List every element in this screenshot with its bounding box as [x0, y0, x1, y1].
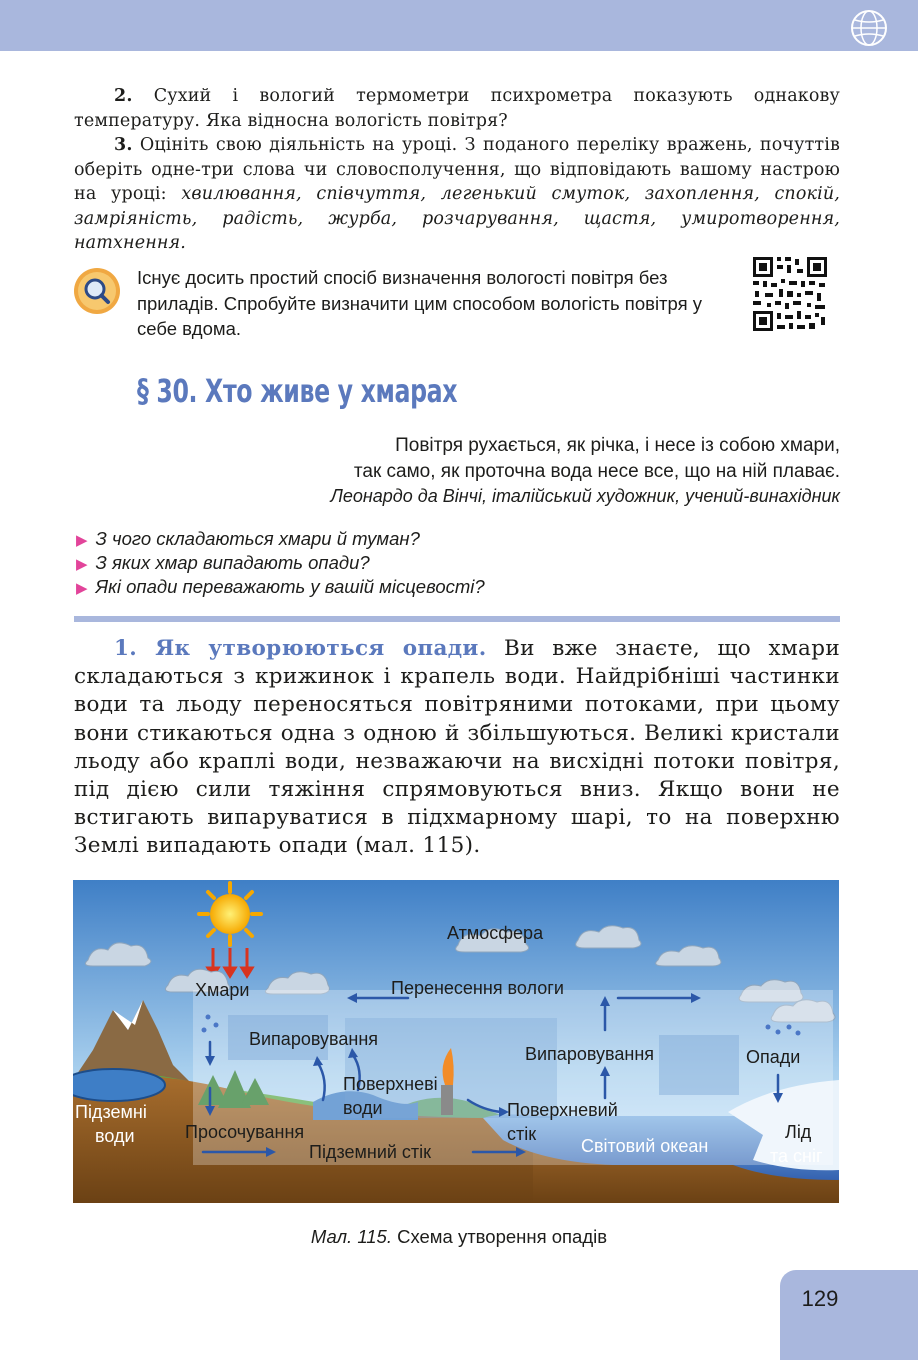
label-groundwater-2: води	[95, 1126, 135, 1146]
page-number: 129	[801, 1286, 839, 1311]
label-precipitation: Опади	[746, 1047, 801, 1067]
label-ice-2: та сніг	[770, 1146, 823, 1166]
label-underground-flow: Підземний стік	[309, 1142, 432, 1162]
epigraph-line-1: Повітря рухається, як річка, і несе із собою хмари,	[395, 435, 840, 456]
task-2: 2. Сухий і вологий термометри психрометра показують однакову температуру. Яка відносна вологість повітря?	[74, 86, 840, 131]
figure-caption: Мал. 115. Схема утворення опадів	[310, 1226, 608, 1247]
question-1: ▶ З чого складаються хмари й туман?	[76, 528, 420, 549]
top-banner	[0, 0, 918, 51]
triangle-bullet-icon: ▶	[76, 556, 88, 573]
water-cycle-diagram	[73, 880, 839, 1203]
triangle-bullet-icon: ▶	[76, 580, 88, 597]
question-2: ▶ З яких хмар випадають опади?	[76, 552, 370, 573]
task-3: 3. Оцініть свою діяльність на уроці. З поданого переліку вражень, почуттів оберіть одне-три слова чи словосполучення, що відповідають вашому настрою на уроці: хвилювання, співчуття, легенький смуток, захоплення, спокій, замріяність, радість, журба, розчарування, щастя, умиротворення, натхнення.	[74, 135, 841, 253]
main-paragraph: 1. Як утворюються опади. Ви вже знаєте, що хмари складаються з крижинок і крапель води. Найдрібніші частинки води та льоду переносяться повітряними потоками, при цьому вони стикаються одна з одною й збільшуються. Великі кристали льоду або краплі води, незважаючи на висхідні потоки повітря, під дією сили тяжіння спрямовуються вниз. Якщо вони не встигають випаруватися в підхмарному шарі, то на поверхню Землі випадають опади (мал. 115).	[74, 636, 841, 859]
label-surface-runoff-2: стік	[507, 1124, 537, 1144]
label-infiltration: Просочування	[185, 1122, 305, 1142]
label-clouds: Хмари	[195, 980, 250, 1000]
label-evaporation-2: Випаровування	[525, 1044, 655, 1064]
section-title: § 30. Хто живе у хмарах	[137, 372, 458, 410]
epigraph-author: Леонардо да Вінчі, італійський художник, учений-винахідник	[330, 486, 840, 506]
label-transfer: Перенесення вологи	[391, 978, 564, 998]
research-note: Існує досить простий спосіб визначення вологості повітря без приладів. Спробуйте визначити цим способом вологість повітря у себе вдома.	[137, 267, 703, 339]
label-surface-water-2: води	[343, 1098, 383, 1118]
label-atmosphere: Атмосфера	[447, 923, 544, 943]
page-number-tab	[780, 1270, 918, 1360]
label-surface-runoff-1: Поверхневий	[507, 1100, 618, 1120]
label-evaporation-1: Випаровування	[249, 1029, 379, 1049]
label-ice-1: Лід	[785, 1122, 812, 1142]
magnifier-icon	[72, 266, 122, 316]
divider	[74, 616, 840, 622]
label-surface-water-1: Поверхневі	[343, 1074, 438, 1094]
question-3: ▶ Які опади переважають у вашій місцевості?	[76, 576, 485, 597]
label-world-ocean: Світовий океан	[581, 1136, 709, 1156]
qr-code[interactable]	[751, 255, 829, 333]
triangle-bullet-icon: ▶	[76, 532, 88, 549]
label-groundwater-1: Підземні	[75, 1102, 147, 1122]
epigraph-line-2: так само, як проточна вода несе все, що на ній плаває.	[353, 461, 840, 482]
globe-icon	[849, 8, 889, 48]
